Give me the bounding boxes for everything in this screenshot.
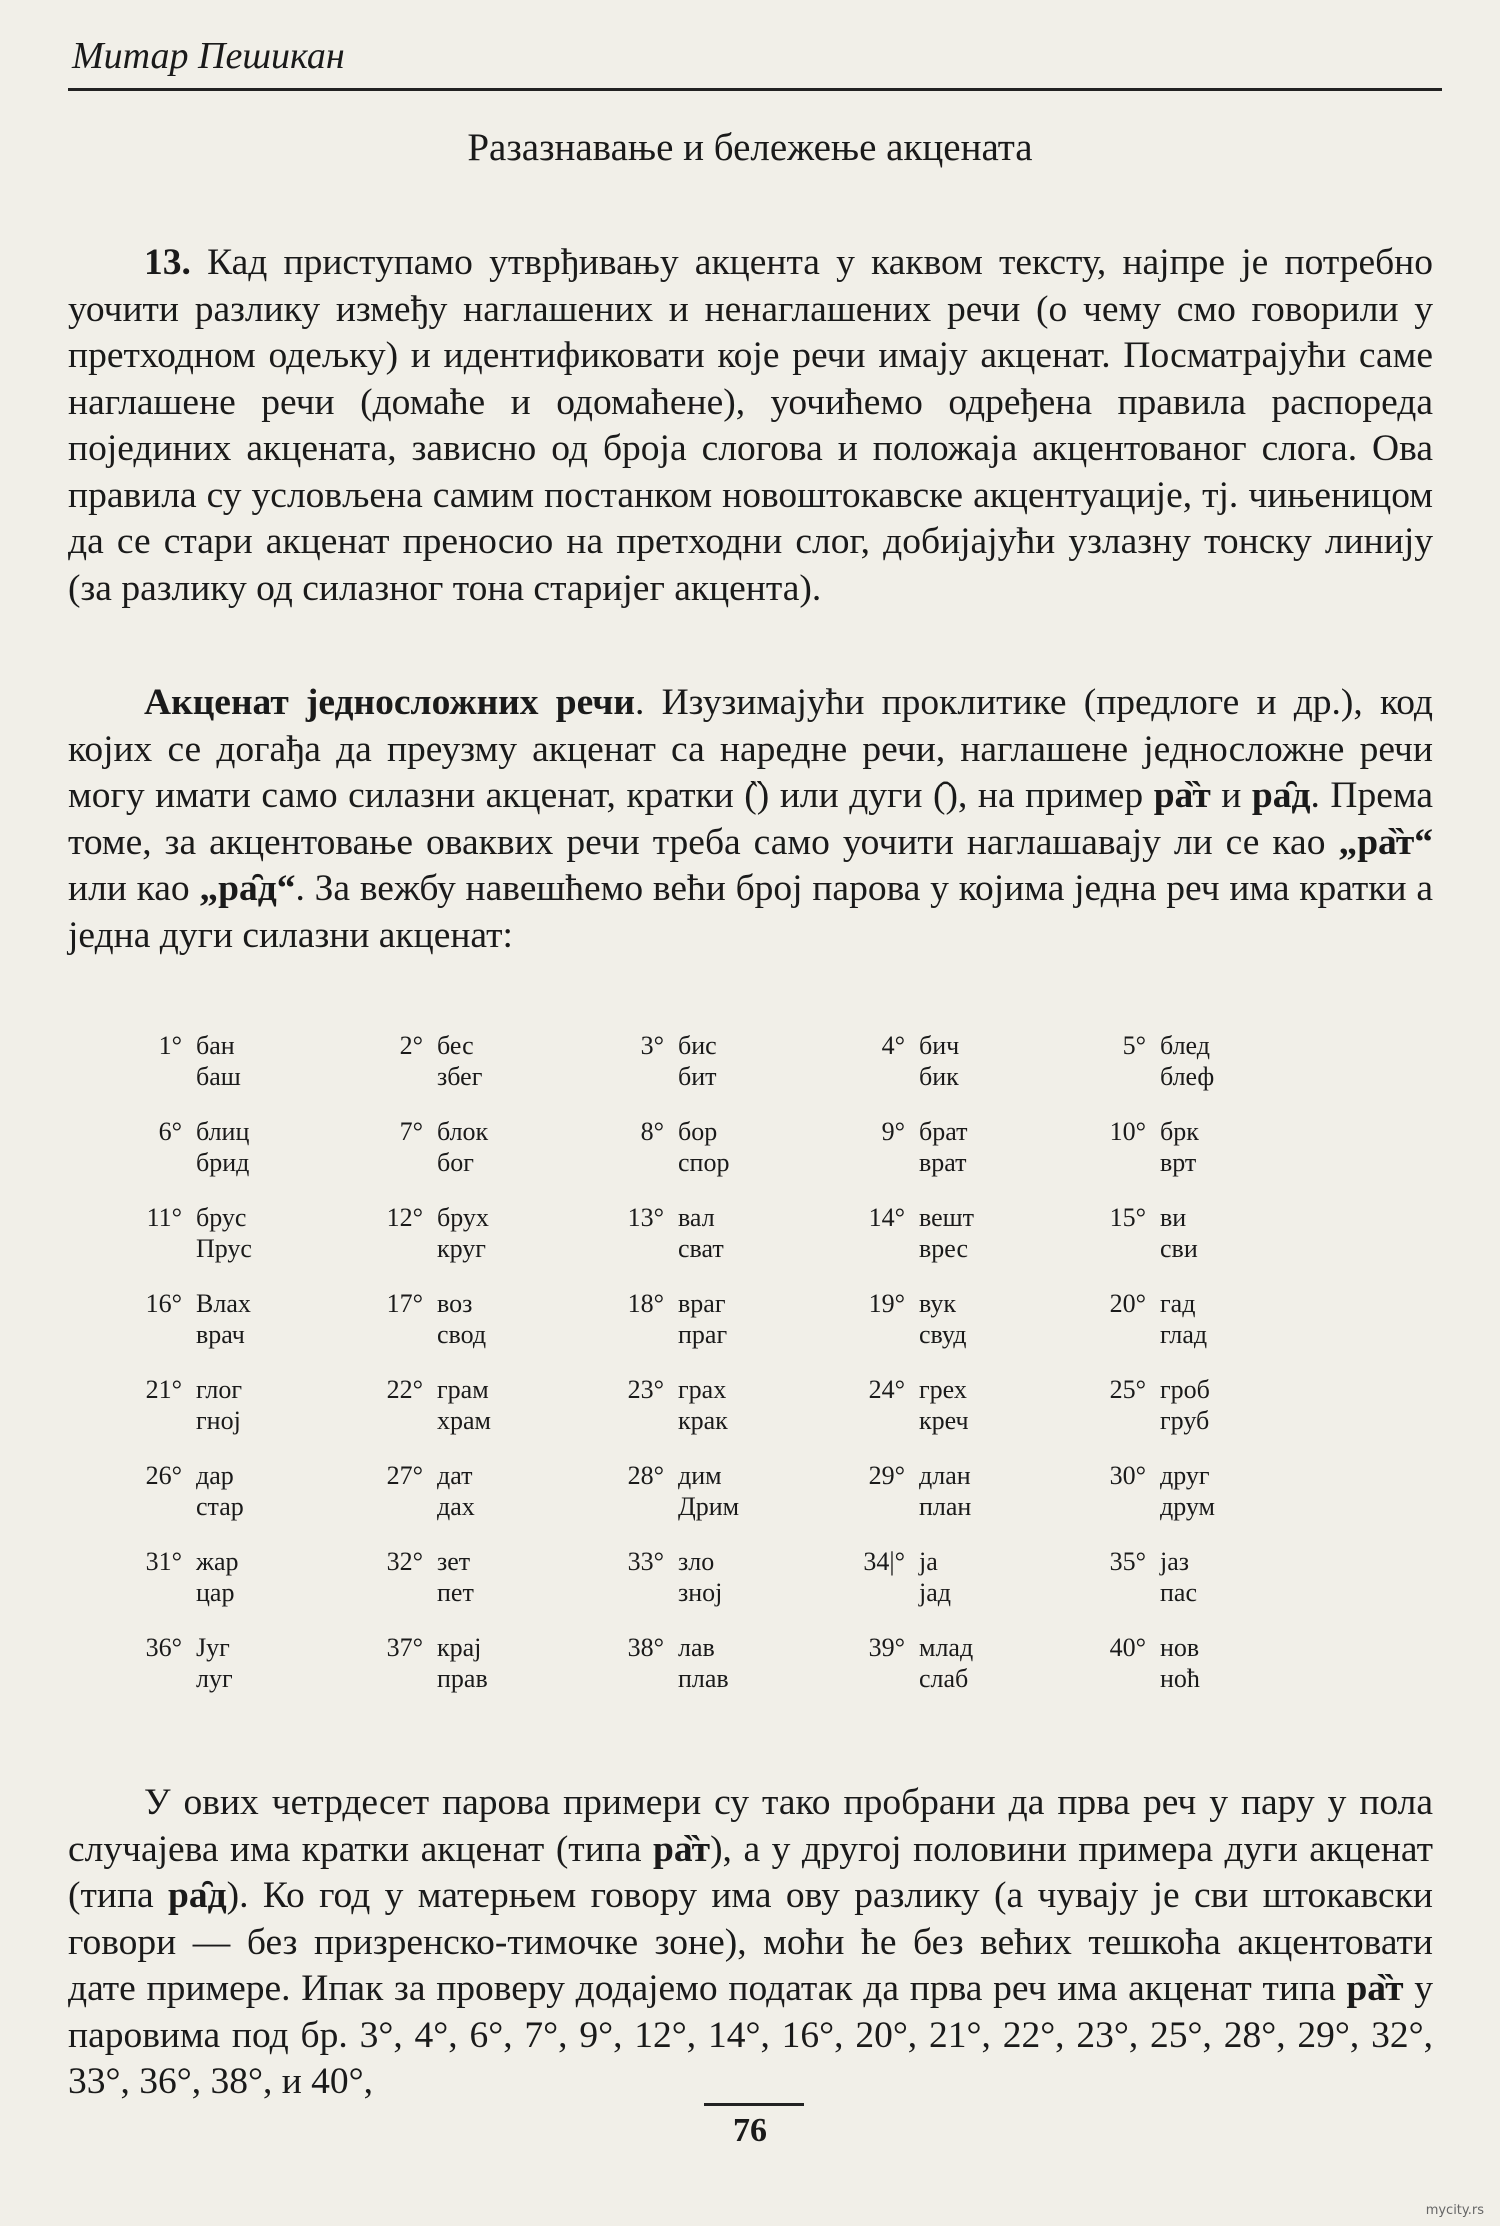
pair-word-first: блиц: [196, 1117, 250, 1146]
pair-number: 10°: [1109, 1117, 1146, 1146]
pair-number: 40°: [1109, 1633, 1146, 1662]
pair-word-first: ја: [919, 1547, 938, 1576]
pair-number: 34|°: [863, 1547, 905, 1576]
example-word: ра̏т: [653, 1828, 711, 1870]
paragraph-text: ), а у другој половини примера дуги акценат (типа: [68, 1828, 1433, 1916]
pair-word-first: блок: [437, 1117, 489, 1146]
word-pair: [853, 1546, 1094, 1624]
pair-word-second: пет: [437, 1578, 474, 1607]
pair-number: 12°: [386, 1203, 423, 1232]
pair-word-second: цар: [196, 1578, 235, 1607]
word-pair: [612, 1030, 853, 1108]
pair-word-first: бис: [678, 1031, 717, 1060]
pair-word-second: сват: [678, 1234, 724, 1263]
pair-number: 5°: [1122, 1031, 1146, 1060]
word-pair: [853, 1374, 1094, 1452]
pair-number: 31°: [145, 1547, 182, 1576]
word-pair: [371, 1546, 612, 1624]
word-pair: [130, 1288, 371, 1366]
pair-words: [437, 1202, 489, 1264]
watermark: mycity.rs: [1425, 2203, 1484, 2218]
word-pair: [371, 1632, 612, 1710]
word-pair: [612, 1546, 853, 1624]
word-pairs-grid: [130, 1030, 1460, 1710]
pair-words: [678, 1632, 729, 1694]
word-pair: [371, 1030, 612, 1108]
example-word: ра̏т: [1153, 775, 1211, 816]
pair-words: [919, 1632, 973, 1694]
pair-word-first: грех: [919, 1375, 967, 1404]
pair-number: 38°: [627, 1633, 664, 1662]
pair-number: 1°: [158, 1031, 182, 1060]
pair-words: [1160, 1460, 1215, 1522]
pair-number: 33°: [627, 1547, 664, 1576]
pair-words: [678, 1460, 739, 1522]
pair-words: [919, 1116, 967, 1178]
pair-words: [437, 1460, 475, 1522]
pair-words: [1160, 1202, 1198, 1264]
pair-word-second: бит: [678, 1062, 717, 1091]
pair-words: [196, 1460, 244, 1522]
pair-number: 25°: [1109, 1375, 1146, 1404]
pair-word-first: друг: [1160, 1461, 1210, 1490]
paragraph-forty-pairs: [68, 1780, 1433, 2106]
pair-number: 3°: [640, 1031, 664, 1060]
pair-words: [196, 1116, 249, 1178]
pair-word-first: гроб: [1160, 1375, 1210, 1404]
pair-word-second: стар: [196, 1492, 244, 1521]
pair-word-first: дар: [196, 1461, 234, 1490]
pair-number: 15°: [1109, 1203, 1146, 1232]
pair-word-first: бес: [437, 1031, 474, 1060]
word-pair: [1094, 1030, 1335, 1108]
pair-number: 2°: [399, 1031, 423, 1060]
pair-word-second: храм: [437, 1406, 491, 1435]
pair-words: [437, 1116, 488, 1178]
pair-word-second: крак: [678, 1406, 728, 1435]
pair-number: 8°: [640, 1117, 664, 1146]
pair-word-second: круг: [437, 1234, 486, 1263]
pair-word-second: креч: [919, 1406, 969, 1435]
paragraph-13: [68, 240, 1433, 612]
pair-word-second: блеф: [1160, 1062, 1215, 1091]
pair-words: [437, 1288, 486, 1350]
pair-words: [437, 1632, 488, 1694]
pair-word-second: пас: [1160, 1578, 1197, 1607]
pair-word-second: јад: [919, 1578, 951, 1607]
pair-word-first: Југ: [196, 1633, 230, 1662]
pair-number: 19°: [868, 1289, 905, 1318]
pair-words: [196, 1030, 241, 1092]
pair-word-second: врат: [919, 1148, 967, 1177]
pair-word-second: бог: [437, 1148, 474, 1177]
pair-words: [196, 1374, 242, 1436]
example-word: ра̑д: [168, 1875, 227, 1916]
pair-word-first: бич: [919, 1031, 960, 1060]
pair-word-second: прав: [437, 1664, 488, 1693]
word-pair: [853, 1288, 1094, 1366]
word-pair: [853, 1632, 1094, 1710]
running-head: Митар Пешикан: [72, 35, 345, 77]
pair-word-first: блед: [1160, 1031, 1210, 1060]
pair-number: 6°: [158, 1117, 182, 1146]
word-pair: [1094, 1546, 1335, 1624]
paragraph-text: у паровима под бр. 3°, 4°, 6°, 7°, 9°, 12°, 14°, 16°, 20°, 21°, 22°, 23°, 25°, 28°, 29°, 32°, 33°, 36°, 38°, и 40°,: [68, 1968, 1433, 2102]
word-pair: [130, 1546, 371, 1624]
pair-word-second: дах: [437, 1492, 475, 1521]
pair-number: 23°: [627, 1375, 664, 1404]
pair-words: [678, 1288, 727, 1350]
paragraph-text: . За вежбу навешћемо већи број парова у којима једна реч има кратки а једна дуги силазни акценат:: [68, 868, 1433, 956]
word-pair: [853, 1030, 1094, 1108]
word-pair: [853, 1460, 1094, 1538]
pair-word-first: грам: [437, 1375, 489, 1404]
word-pair: [130, 1202, 371, 1280]
word-pair: [371, 1202, 612, 1280]
pair-number: 13°: [627, 1203, 664, 1232]
pair-word-second: Дрим: [678, 1492, 740, 1521]
pair-word-second: сви: [1160, 1234, 1198, 1263]
word-pair: [130, 1116, 371, 1194]
pair-word-first: брат: [919, 1117, 968, 1146]
pair-number: 28°: [627, 1461, 664, 1490]
header-rule: [68, 88, 1442, 91]
example-word: ра̑д: [1251, 775, 1311, 816]
paragraph-text: . Изузимајући проклитике (предлоге и др.), код којих се догађа да преузму акценат са наредне речи, наглашене једносложне речи могу имати само силазни акценат, кратки (̏) или дуги (̑), на пример: [68, 682, 1434, 816]
pair-word-first: зет: [437, 1547, 471, 1576]
pair-words: [196, 1202, 252, 1264]
pair-word-first: нов: [1160, 1633, 1200, 1662]
pair-number: 30°: [1109, 1461, 1146, 1490]
word-pair: [612, 1374, 853, 1452]
word-pair: [371, 1374, 612, 1452]
pair-words: [678, 1374, 728, 1436]
paragraph-text: . Према томе, за акцентовање оваквих речи треба само уочити наглашавају ли се као: [68, 775, 1433, 863]
pair-word-first: враг: [678, 1289, 726, 1318]
pair-word-first: јаз: [1160, 1547, 1190, 1576]
word-pair: [130, 1374, 371, 1452]
pair-words: [678, 1202, 724, 1264]
paragraph-text: ). Ко год у матерњем говору има ову разлику (а чувају је сви штокавски говори — без призренско-тимочке зоне), моћи ће без већих тешкоћа акцентовати дате примере. Ипак за проверу додајемо податак да прва реч има акценат типа: [68, 1875, 1433, 2009]
pair-word-second: свуд: [919, 1320, 967, 1349]
word-pair: [853, 1202, 1094, 1280]
pair-words: [437, 1374, 491, 1436]
paragraph-text: Кад приступамо утврђивању акцента у каквом тексту, најпре је потребно уочити разлику између наглашених и ненаглашених речи (о чему смо говорили у претходном одељку) и идентификовати које речи имају акценат. Посматрајући саме наглашене речи (домаће и одомаћене), уочићемо одређена правила распореда појединих акцената, зависно од броја слогова и положаја акцентованог слога. Ова правила су условљена самим постанком новоштокавске акцентуације, тј. чињеницом да се стари акценат преносио на претходни слог, добијајући узлазну тонску линију (за разлику од силазног тона старијег акцента).: [68, 242, 1433, 609]
pair-word-first: гад: [1160, 1289, 1196, 1318]
pair-word-first: дим: [678, 1461, 722, 1490]
pair-words: [678, 1116, 729, 1178]
pair-words: [919, 1460, 971, 1522]
word-pair: [1094, 1288, 1335, 1366]
pair-number: 14°: [868, 1203, 905, 1232]
pair-number: 9°: [881, 1117, 905, 1146]
word-pair: [371, 1288, 612, 1366]
pair-number: 36°: [145, 1633, 182, 1662]
paragraph-lead: Акценат једносложних речи: [144, 682, 636, 723]
word-pair: [1094, 1460, 1335, 1538]
example-quote: „ра̑д“: [199, 868, 296, 909]
pair-word-first: лав: [678, 1633, 715, 1662]
pair-word-first: вук: [919, 1289, 957, 1318]
word-pair: [130, 1030, 371, 1108]
word-pair: [130, 1632, 371, 1710]
word-pair: [371, 1116, 612, 1194]
pair-words: [1160, 1030, 1214, 1092]
pair-word-first: Влах: [196, 1289, 251, 1318]
pair-number: 29°: [868, 1461, 905, 1490]
pair-number: 18°: [627, 1289, 664, 1318]
pair-words: [1160, 1116, 1199, 1178]
pair-number: 39°: [868, 1633, 905, 1662]
pair-words: [196, 1546, 239, 1608]
pair-word-first: жар: [196, 1547, 239, 1576]
example-word: ра̏т: [1346, 1968, 1404, 2009]
pair-words: [919, 1288, 967, 1350]
pair-number: 22°: [386, 1375, 423, 1404]
pair-number: 37°: [386, 1633, 423, 1662]
pair-word-first: зло: [678, 1547, 715, 1576]
pair-word-first: брк: [1160, 1117, 1199, 1146]
pair-words: [437, 1546, 474, 1608]
pair-words: [678, 1546, 722, 1608]
pair-word-second: врес: [919, 1234, 969, 1263]
paragraph-text: У ових четрдесет парова примери су тако пробрани да прва реч у пару у пола случајева има кратки акценат (типа: [68, 1782, 1433, 1870]
pair-word-second: глад: [1160, 1320, 1208, 1349]
section-title: Разазнавање и бележење акцената: [467, 126, 1033, 169]
pair-words: [196, 1632, 233, 1694]
pair-word-first: дат: [437, 1461, 473, 1490]
page-number: 76: [733, 2112, 767, 2149]
pair-number: 35°: [1109, 1547, 1146, 1576]
pair-word-first: бор: [678, 1117, 718, 1146]
pair-word-second: гној: [196, 1406, 241, 1435]
pair-words: [919, 1546, 951, 1608]
pair-word-first: ви: [1160, 1203, 1187, 1232]
pair-word-second: груб: [1160, 1406, 1210, 1435]
pair-words: [1160, 1632, 1200, 1694]
paragraph-monosyllabic: [68, 680, 1433, 959]
pair-word-second: слаб: [919, 1664, 969, 1693]
pair-word-second: ноћ: [1160, 1664, 1200, 1693]
pair-words: [678, 1030, 717, 1092]
example-quote: „ра̏т“: [1338, 821, 1433, 863]
word-pair: [1094, 1374, 1335, 1452]
pair-words: [1160, 1374, 1210, 1436]
paragraph-text: или као: [68, 868, 200, 909]
pair-word-second: баш: [196, 1062, 241, 1091]
word-pair: [612, 1460, 853, 1538]
pair-word-first: длан: [919, 1461, 971, 1490]
pair-word-first: крај: [437, 1633, 482, 1662]
pair-number: 21°: [145, 1375, 182, 1404]
pair-word-first: воз: [437, 1289, 473, 1318]
pair-word-first: бан: [196, 1031, 235, 1060]
word-pair: [612, 1116, 853, 1194]
pair-word-first: вал: [678, 1203, 715, 1232]
pair-word-second: бик: [919, 1062, 959, 1091]
pair-word-second: зној: [678, 1578, 723, 1607]
pair-number: 24°: [868, 1375, 905, 1404]
pair-number: 17°: [386, 1289, 423, 1318]
pair-number: 32°: [386, 1547, 423, 1576]
pair-number: 16°: [145, 1289, 182, 1318]
word-pair: [1094, 1202, 1335, 1280]
pair-word-first: вешт: [919, 1203, 975, 1232]
word-pair: [612, 1202, 853, 1280]
pair-word-second: плав: [678, 1664, 729, 1693]
pair-word-second: брид: [196, 1148, 250, 1177]
word-pair: [1094, 1116, 1335, 1194]
pair-word-second: праг: [678, 1320, 728, 1349]
pair-word-second: друм: [1160, 1492, 1215, 1521]
word-pair: [853, 1116, 1094, 1194]
pair-word-first: глог: [196, 1375, 242, 1404]
pair-number: 27°: [386, 1461, 423, 1490]
pair-words: [437, 1030, 482, 1092]
pair-word-second: врач: [196, 1320, 245, 1349]
pair-number: 11°: [146, 1203, 182, 1232]
pair-word-first: грах: [678, 1375, 727, 1404]
pair-word-first: млад: [919, 1633, 974, 1662]
paragraph-text: и: [1210, 775, 1252, 816]
pair-word-second: план: [919, 1492, 972, 1521]
pair-word-second: луг: [196, 1664, 233, 1693]
pair-words: [1160, 1288, 1207, 1350]
pair-word-second: свод: [437, 1320, 487, 1349]
pair-word-first: брух: [437, 1203, 489, 1232]
pair-word-second: збег: [437, 1062, 483, 1091]
pair-number: 7°: [399, 1117, 423, 1146]
pair-words: [919, 1374, 969, 1436]
pair-word-second: врт: [1160, 1148, 1197, 1177]
word-pair: [612, 1288, 853, 1366]
footer-rule: [704, 2103, 804, 2106]
word-pair: [1094, 1632, 1335, 1710]
paragraph-number: 13.: [144, 242, 191, 283]
pair-word-second: Прус: [196, 1234, 252, 1263]
pair-words: [196, 1288, 251, 1350]
pair-words: [919, 1030, 959, 1092]
pair-number: 20°: [1109, 1289, 1146, 1318]
pair-word-second: спор: [678, 1148, 730, 1177]
pair-number: 26°: [145, 1461, 182, 1490]
pair-word-first: брус: [196, 1203, 247, 1232]
pair-number: 4°: [881, 1031, 905, 1060]
word-pair: [130, 1460, 371, 1538]
word-pair: [612, 1632, 853, 1710]
pair-words: [1160, 1546, 1197, 1608]
pair-words: [919, 1202, 974, 1264]
word-pair: [371, 1460, 612, 1538]
